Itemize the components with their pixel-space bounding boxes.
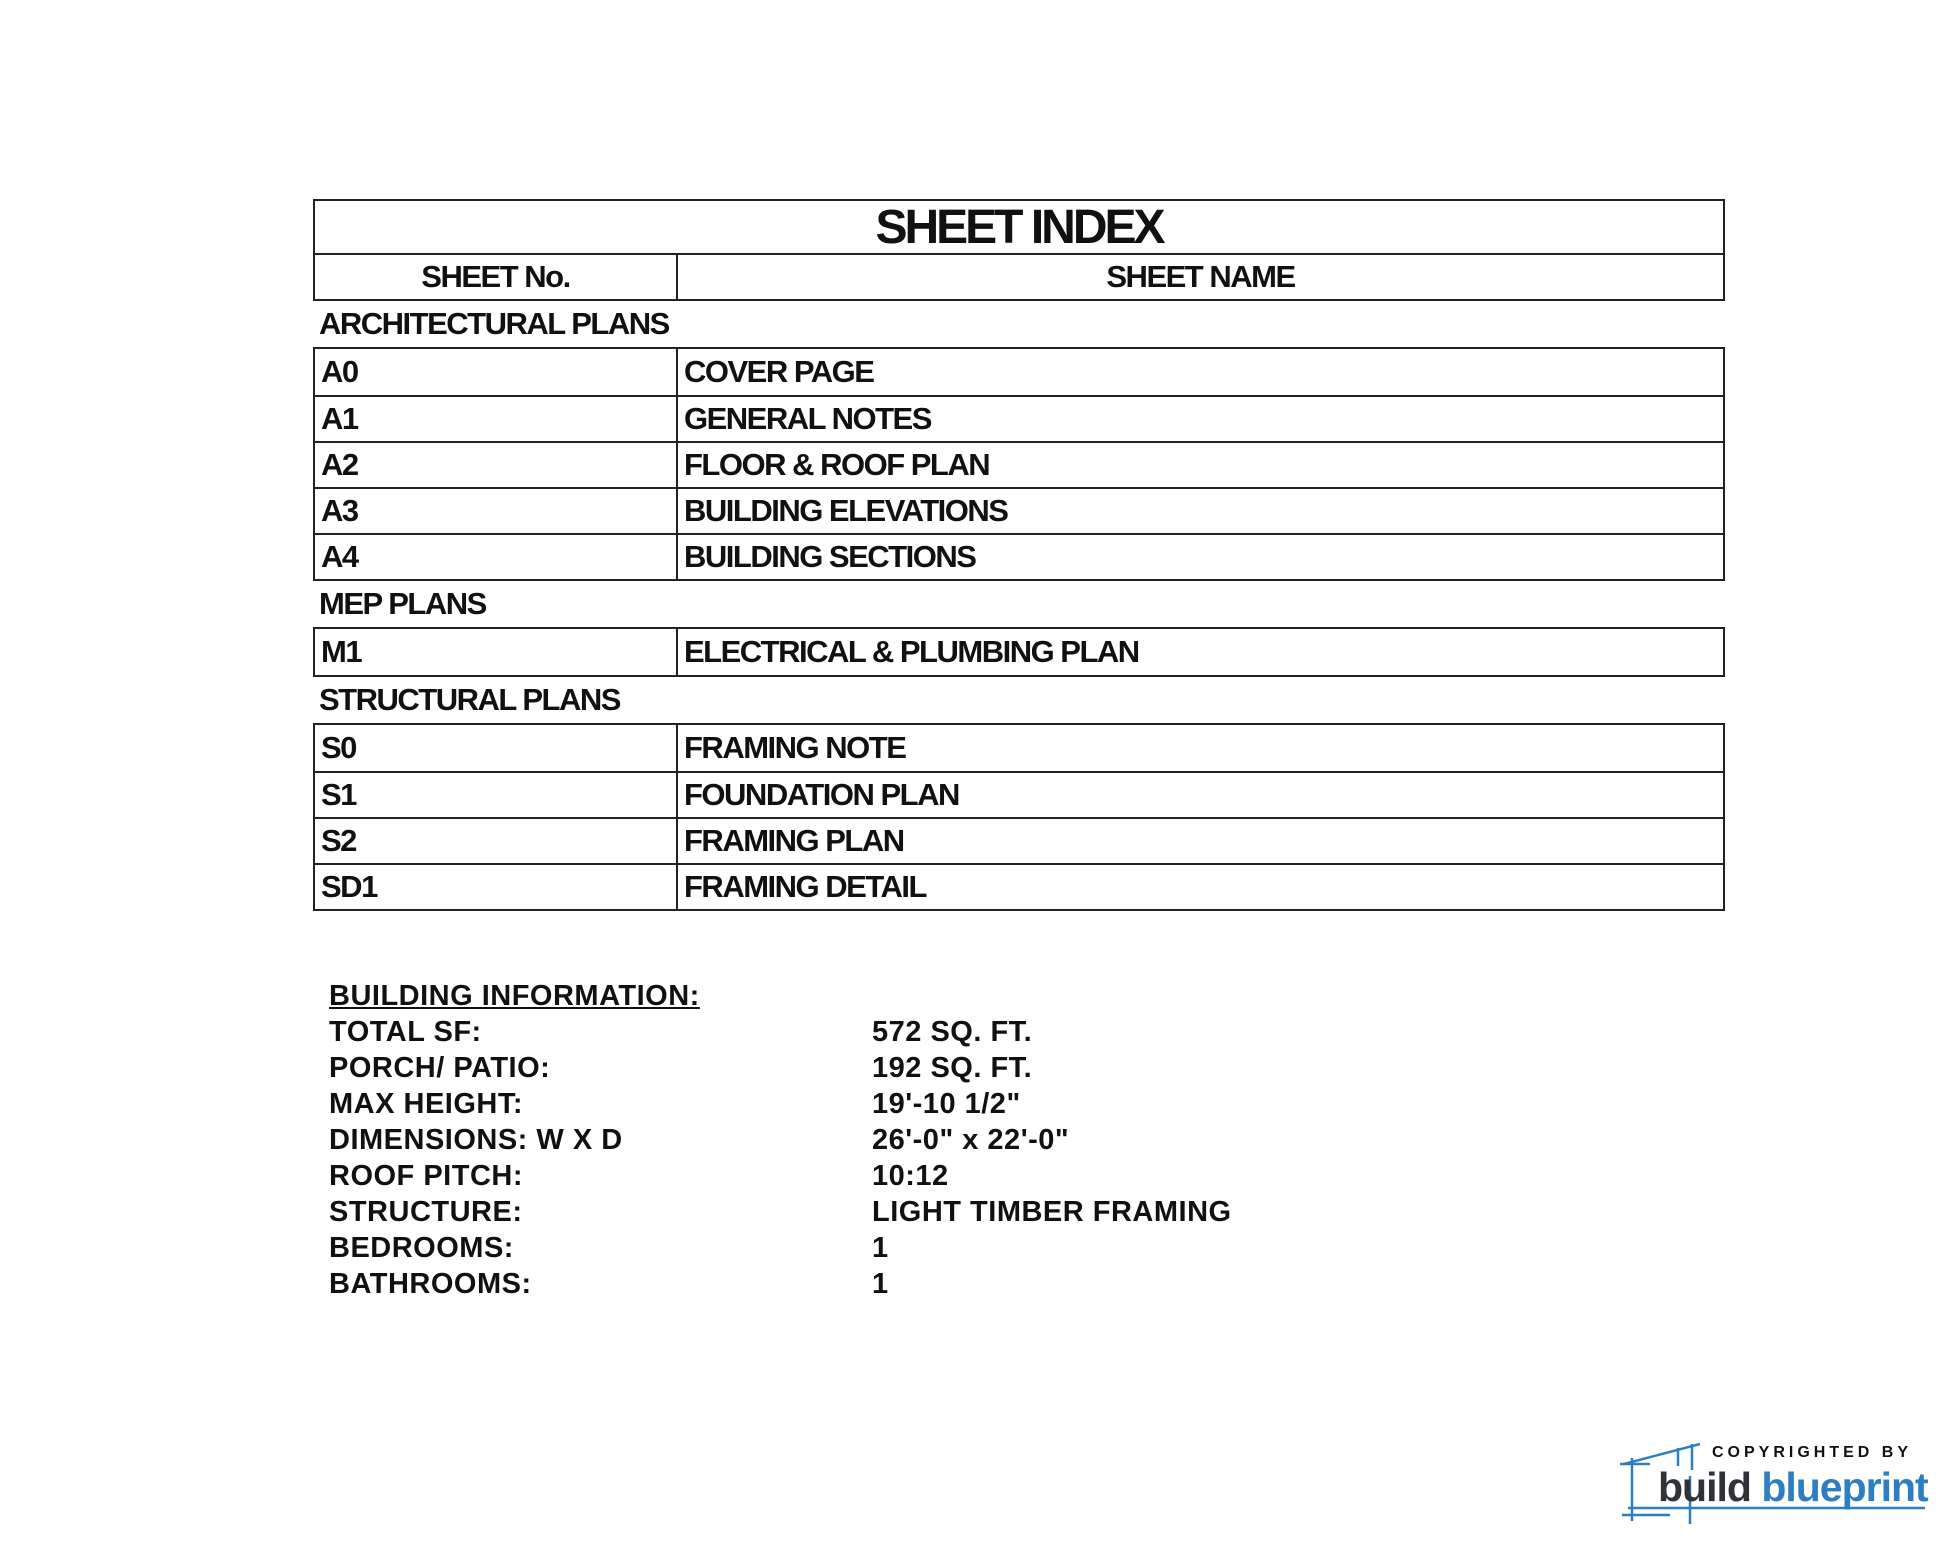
table-row — [315, 817, 1723, 863]
info-label: MAX HEIGHT: — [329, 1088, 523, 1120]
table-row — [315, 441, 1723, 487]
sheet-name: COVER PAGE — [684, 354, 874, 389]
table-row — [315, 533, 1723, 579]
col-header-sheet-number: SHEET No. — [315, 255, 678, 299]
table-row — [315, 395, 1723, 441]
info-row — [329, 1266, 1232, 1302]
sheet-name: BUILDING ELEVATIONS — [684, 493, 1008, 528]
info-label: STRUCTURE: — [329, 1196, 523, 1228]
section-group-architectural — [313, 347, 1725, 581]
sheet-number: SD1 — [315, 865, 678, 909]
sheet-name: FLOOR & ROOF PLAN — [684, 447, 990, 482]
info-row — [329, 1230, 1232, 1266]
info-label: DIMENSIONS: W X D — [329, 1124, 623, 1156]
info-value: 1 — [872, 1232, 889, 1264]
sheet-index-table — [313, 199, 1725, 911]
section-label-mep: MEP PLANS — [319, 586, 486, 621]
table-row — [315, 629, 1723, 675]
table-row — [315, 487, 1723, 533]
section-label-architectural: ARCHITECTURAL PLANS — [319, 306, 669, 341]
info-value: 26'-0" x 22'-0" — [872, 1124, 1070, 1156]
logo-word-build: build — [1658, 1464, 1751, 1510]
table-row — [315, 771, 1723, 817]
sheet-index-header-row — [313, 255, 1725, 301]
sheet-name: BUILDING SECTIONS — [684, 539, 976, 574]
info-value: LIGHT TIMBER FRAMING — [872, 1196, 1232, 1228]
sheet-name: FRAMING DETAIL — [684, 869, 926, 904]
sheet-number: A3 — [315, 489, 678, 533]
info-value: 1 — [872, 1268, 889, 1300]
table-row — [315, 863, 1723, 909]
sheet-number: A4 — [315, 535, 678, 579]
sheet-number: A2 — [315, 443, 678, 487]
sheet-number: S1 — [315, 773, 678, 817]
info-label: TOTAL SF: — [329, 1016, 482, 1048]
info-label: BEDROOMS: — [329, 1232, 514, 1264]
sheet-index-title: SHEET INDEX — [313, 199, 1725, 255]
info-value: 192 SQ. FT. — [872, 1052, 1033, 1084]
section-group-mep — [313, 627, 1725, 677]
sheet-number: S0 — [315, 725, 678, 771]
sheet-number: A0 — [315, 349, 678, 395]
info-label: ROOF PITCH: — [329, 1160, 523, 1192]
sheet-name: GENERAL NOTES — [684, 401, 931, 436]
sheet-name: FOUNDATION PLAN — [684, 777, 959, 812]
info-row — [329, 1086, 1232, 1122]
building-information — [329, 978, 1232, 1302]
build-blueprint-logo — [1620, 1436, 1930, 1526]
col-header-sheet-name: SHEET NAME — [1106, 259, 1295, 294]
section-group-structural — [313, 723, 1725, 911]
info-value: 19'-10 1/2" — [872, 1088, 1021, 1120]
sheet-name: FRAMING PLAN — [684, 823, 904, 858]
sheet-name: ELECTRICAL & PLUMBING PLAN — [684, 634, 1139, 669]
building-information-title: BUILDING INFORMATION: — [329, 980, 700, 1012]
sheet-number: S2 — [315, 819, 678, 863]
info-value: 10:12 — [872, 1160, 949, 1192]
info-label: BATHROOMS: — [329, 1268, 532, 1300]
info-label: PORCH/ PATIO: — [329, 1052, 551, 1084]
info-row — [329, 1014, 1232, 1050]
info-row — [329, 1122, 1232, 1158]
info-row — [329, 1158, 1232, 1194]
sheet-name: FRAMING NOTE — [684, 730, 906, 765]
info-value: 572 SQ. FT. — [872, 1016, 1033, 1048]
table-row — [315, 725, 1723, 771]
logo-word-blueprint: blueprint — [1761, 1464, 1928, 1510]
info-row — [329, 1050, 1232, 1086]
sheet-number: M1 — [315, 629, 678, 675]
table-row — [315, 349, 1723, 395]
section-label-structural: STRUCTURAL PLANS — [319, 682, 620, 717]
info-row — [329, 1194, 1232, 1230]
logo-copyright-text: COPYRIGHTED BY — [1712, 1444, 1913, 1461]
logo-wordmark — [1658, 1464, 1928, 1511]
sheet-number: A1 — [315, 397, 678, 441]
